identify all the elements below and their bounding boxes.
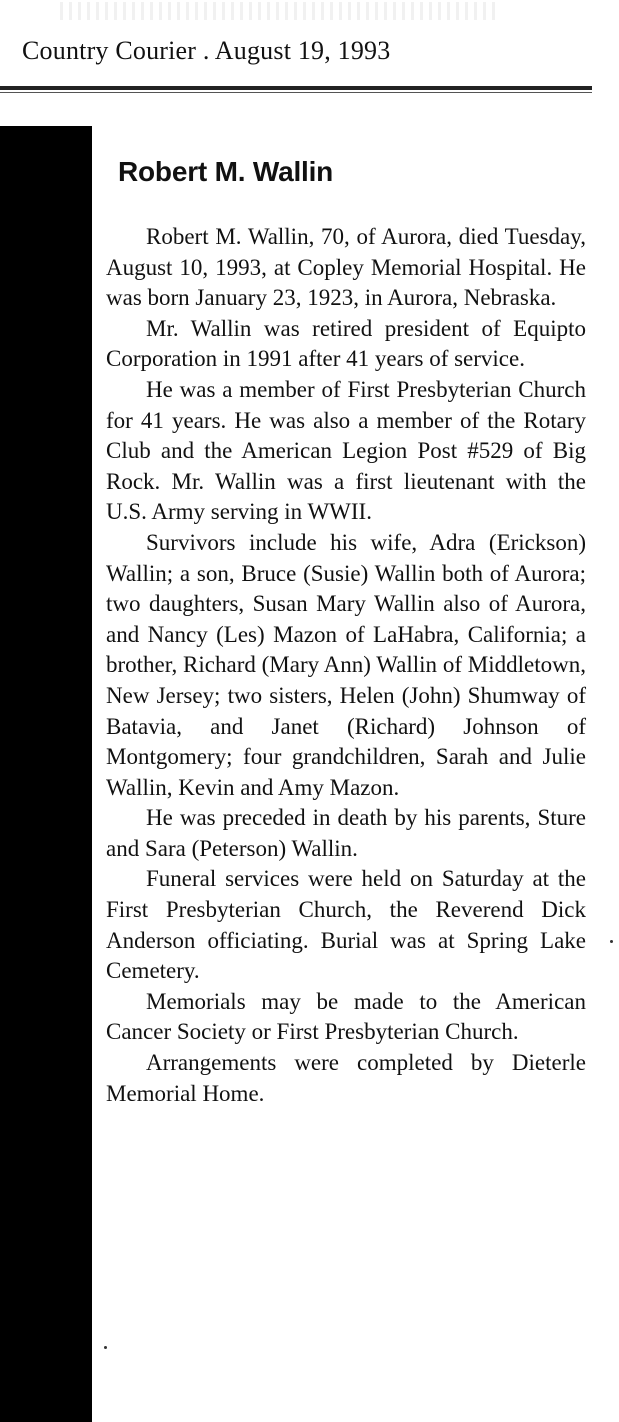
article-paragraph: Survivors include his wife, Adra (Erickson) Wallin; a son, Bruce (Susie) Wallin both of Aurora; two daughters, Susan Mary Wallin also of Aurora, and Nancy (Les) Mazon of LaHabra, California; a brother, Richard (Mary Ann) Wallin of Middletown, New Jersey; two sisters, Helen (John) Shumway of Batavia, and Janet (Richard) Johnson of Montgomery; four grandchildren, Sarah and Julie Wallin, Kevin and Amy Mazon. (106, 529, 586, 800)
article-headline: Robert M. Wallin (118, 156, 334, 187)
scan-speck (610, 940, 613, 943)
masthead: Country Courier . August 19, 1993 (22, 36, 391, 65)
scan-margin-bar (0, 126, 92, 1422)
article-paragraph: He was preceded in death by his parents, Sture and Sara (Peterson) Wallin. (106, 805, 586, 861)
masthead-rule-thin (0, 92, 592, 93)
faint-print-artifact (60, 2, 500, 20)
article-paragraph: Robert M. Wallin, 70, of Aurora, died Tuesday, August 10, 1993, at Copley Memorial Hospital. He was born January 23, 1923, in Aurora, Nebraska. (106, 224, 586, 311)
scan-speck (104, 1346, 107, 1349)
article-paragraph: Arrangements were completed by Dieterle Memorial Home. (106, 1050, 586, 1106)
article-paragraph: Funeral services were held on Saturday at the First Presbyterian Church, the Reverend Dick Anderson officiating. Burial was at Spring Lake Cemetery. (106, 866, 586, 984)
article-paragraph: Mr. Wallin was retired president of Equipto Corporation in 1991 after 41 years of service. (106, 315, 586, 372)
article-paragraph: Memorials may be made to the American Cancer Society or First Presbyterian Church. (106, 988, 586, 1045)
masthead-rule-thick (0, 86, 592, 90)
article-paragraph: He was a member of First Presbyterian Church for 41 years. He was also a member of the Rotary Club and the American Legion Post #529 of Big Rock. Mr. Wallin was a first lieutenant with the U.S. Army serving in WWII. (106, 376, 586, 525)
article-body (106, 222, 586, 1109)
obituary-article (106, 150, 586, 1109)
